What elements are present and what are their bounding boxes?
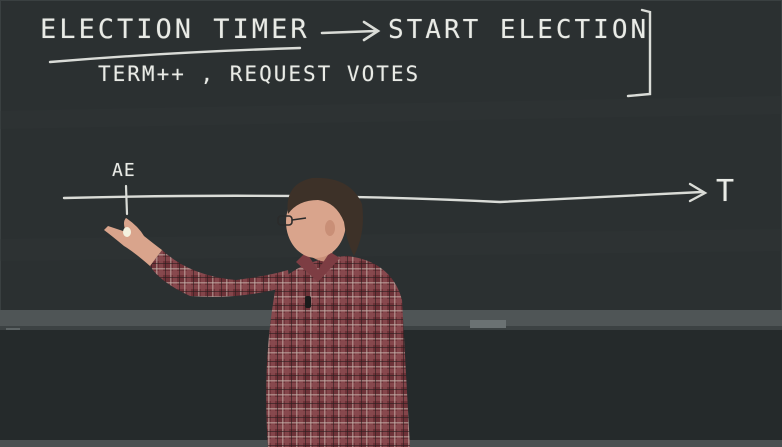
chalk-piece bbox=[123, 227, 131, 237]
pointing-hand bbox=[104, 218, 162, 266]
subline-term-request-votes: TERM++ , REQUEST VOTES bbox=[98, 62, 421, 86]
timeline-axis-label: T bbox=[716, 174, 737, 209]
shirt-pointing-arm bbox=[150, 250, 290, 297]
action-start-election: START ELECTION bbox=[388, 15, 650, 45]
timeline-event-label: AE bbox=[112, 160, 136, 181]
lapel-microphone bbox=[305, 296, 311, 308]
heading-election-timer: ELECTION TIMER bbox=[40, 14, 310, 45]
